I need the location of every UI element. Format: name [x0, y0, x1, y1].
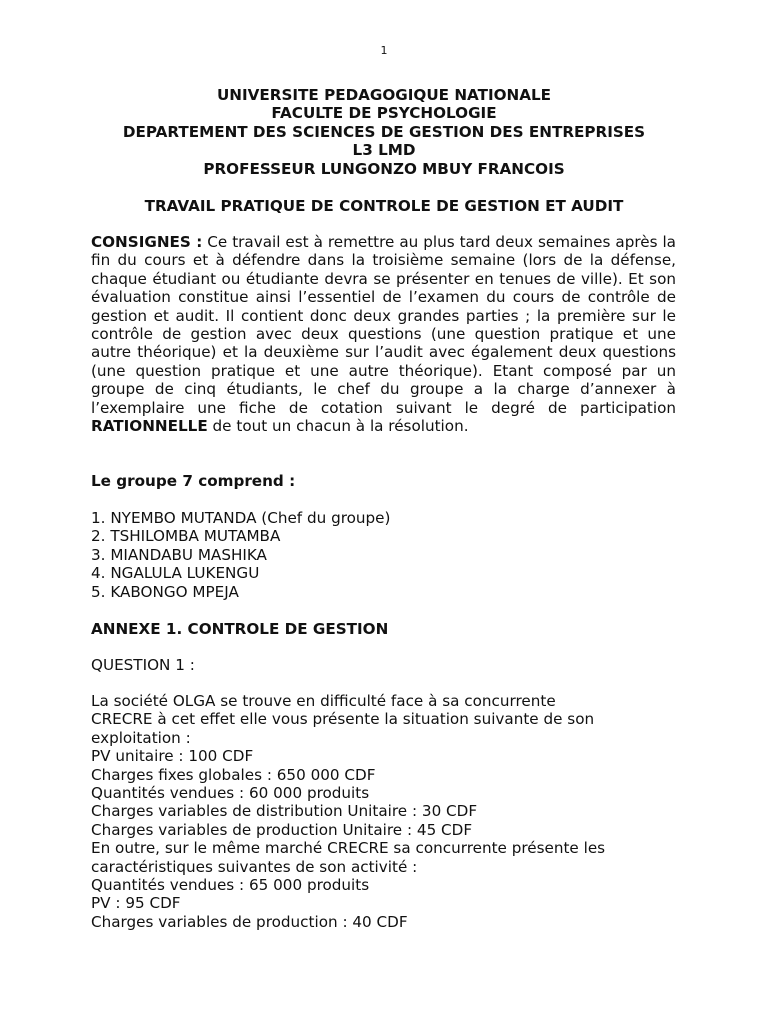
- consignes-tail: de tout un chacun à la résolution.: [207, 417, 469, 436]
- question-line: Quantités vendues : 60 000 produits: [91, 783, 370, 802]
- page-number: 1: [380, 44, 388, 57]
- list-item: 1. NYEMBO MUTANDA (Chef du groupe): [91, 509, 391, 527]
- question-line: CRECRE à cet effet elle vous présente la situation suivante de son: [91, 710, 595, 729]
- consignes-text: Ce travail est à remettre au plus tard deux semaines après la fin du cours et à défendre dans la troisième semaine (lors de la défense, chaque étudiant ou étudiante devra se présenter en tenues de ville). Et son évaluation constitue ainsi l’essentiel de l’examen du cours de contrôle de gestion et audit. Il contient donc deux grandes parties ; la première sur le contrôle de gestion avec deux questions (une question pratique et une autre théorique) et la deuxième sur l’audit avec également deux questions (une question pratique et une autre théorique). Etant composé par un groupe de cinq étudiants, le chef du groupe a la charge d’annexer à l’exemplaire une fiche de cotation suivant le degré de participation: [91, 233, 676, 417]
- question-line: Charges variables de distribution Unitaire : 30 CDF: [91, 802, 478, 821]
- document-header: [60, 86, 708, 178]
- question-line: exploitation :: [91, 728, 191, 747]
- consignes-paragraph: [91, 233, 676, 435]
- question-line: caractéristiques suivantes de son activité :: [91, 857, 418, 876]
- question-line: PV unitaire : 100 CDF: [91, 747, 254, 766]
- question-line: PV : 95 CDF: [91, 894, 181, 913]
- question-line: Charges fixes globales : 650 000 CDF: [91, 765, 376, 784]
- members-list: [91, 509, 676, 601]
- question-body: [91, 692, 676, 931]
- list-item: 2. TSHILOMBA MUTAMBA: [91, 527, 281, 546]
- header-faculty: FACULTE DE PSYCHOLOGIE: [271, 104, 497, 123]
- group-heading: Le groupe 7 comprend :: [91, 472, 296, 490]
- question-line: Quantités vendues : 65 000 produits: [91, 875, 370, 894]
- header-level: L3 LMD: [352, 141, 416, 160]
- tp-title: TRAVAIL PRATIQUE DE CONTROLE DE GESTION ET AUDIT: [144, 197, 624, 215]
- question-line: En outre, sur le même marché CRECRE sa concurrente présente les: [91, 839, 606, 858]
- list-item: 5. KABONGO MPEJA: [91, 582, 239, 601]
- header-professor: PROFESSEUR LUNGONZO MBUY FRANCOIS: [203, 159, 565, 178]
- question-line: La société OLGA se trouve en difficulté face à sa concurrente: [91, 692, 556, 710]
- consignes-label: CONSIGNES :: [91, 233, 203, 251]
- question-label: QUESTION 1 :: [91, 656, 195, 674]
- annexe-title: ANNEXE 1. CONTROLE DE GESTION: [91, 620, 389, 638]
- header-university: UNIVERSITE PEDAGOGIQUE NATIONALE: [216, 86, 552, 104]
- list-item: 4. NGALULA LUKENGU: [91, 564, 260, 583]
- consignes-bold-word: RATIONNELLE: [91, 417, 208, 436]
- question-line: Charges variables de production Unitaire : 45 CDF: [91, 820, 473, 839]
- question-line: Charges variables de production : 40 CDF: [91, 912, 408, 931]
- list-item: 3. MIANDABU MASHIKA: [91, 545, 267, 564]
- header-department: DEPARTEMENT DES SCIENCES DE GESTION DES ENTREPRISES: [122, 122, 646, 141]
